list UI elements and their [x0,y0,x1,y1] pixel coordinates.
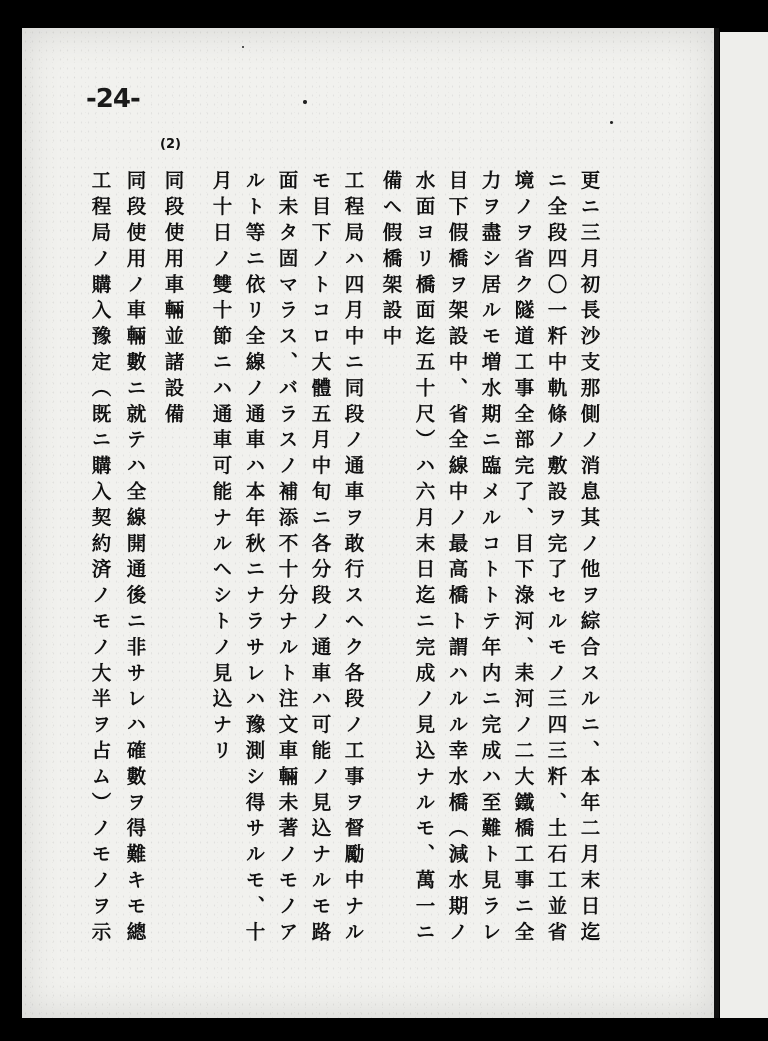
text-column-1: 更ニ三月初長沙支那側ノ消息其ノ他ヲ綜合スルニ、本年二月末日迄 [577,170,601,947]
text-column-11: ルト等ニ依リ全線ノ通車ハ本年秋ニナラサレハ豫測シ得サルモ、十 [242,170,266,947]
page-edge-shadow [714,28,719,1018]
text-column-2: ニ全段四〇一粁中軌條ノ敷設ヲ完了セルモノ三四三粁、土石工並省 [544,170,568,947]
text-column-9: モ目下ノトコロ大體五月中旬ニ各分段ノ通車ハ可能ノ見込ナルモ路 [308,170,332,947]
text-column-13: 同段使用ノ車輛數ニ就テハ全線開通後ニ非サレハ確數ヲ得難キモ總 [123,170,147,947]
text-column-4: 力ヲ盡シ居ルモ増水期ニ臨メルコトトテ年内ニ完成ハ至難ト見ラレ [478,170,502,947]
text-column-14: 工程局ノ購入豫定（既ニ購入契約済ノモノ大半ヲ占ム）ノモノヲ示 [88,170,112,947]
text-column-12: 月十日ノ雙十節ニハ通車可能ナルヘシトノ見込ナリ [209,170,233,766]
ink-speck [303,100,307,104]
section-heading: 同段使用車輛並諸設備 [161,170,185,429]
text-column-6: 水面ヨリ橋面迄五十尺）ハ六月末日迄ニ完成ノ見込ナルモ、萬一ニ [412,170,436,947]
text-column-3: 境ノヲ省ク隧道工事全部完了、目下淥河、耒河ノ二大鐵橋工事ニ全 [511,170,535,947]
ink-speck [242,46,244,48]
text-column-5: 目下假橋ヲ架設中、省全線中ノ最高橋ト謂ハルル幸水橋（減水期ノ [445,170,469,947]
text-column-7: 備ヘ假橋架設中 [379,170,403,352]
section-number: (2) [160,137,181,152]
page-number: -24- [86,84,140,114]
text-column-10: 面未タ固マラス、バラスノ補添不十分ナルト注文車輛未著ノモノア [275,170,299,947]
text-column-8: 工程局ハ四月中ニ同段ノ通車ヲ敢行スヘク各段ノ工事ヲ督勵中ナル [341,170,365,947]
adjacent-page-strip [720,32,768,1018]
ink-speck [610,121,613,124]
